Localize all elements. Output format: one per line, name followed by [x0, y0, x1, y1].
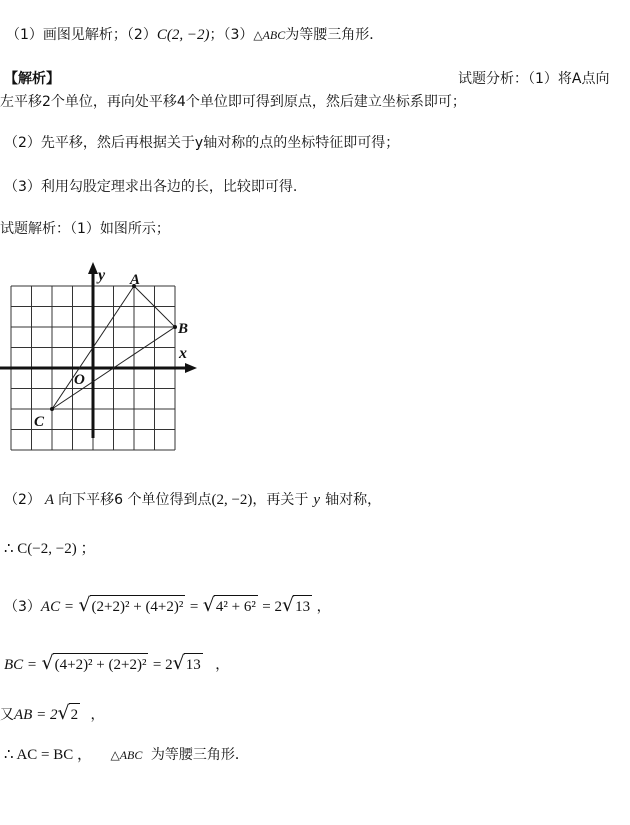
vertex-c [50, 407, 54, 411]
analysis-step2: （2）先平移，然后再根据关于y轴对称的点的坐标特征即可得； [4, 135, 400, 151]
bc-radicand: (4+2)² + (2+2)² [53, 653, 149, 676]
ab-lhs: AB = 2 [14, 707, 58, 723]
label-x: x [179, 345, 187, 362]
ab-end: ， [90, 707, 105, 723]
ac-radicand: (2+2)² + (4+2)² [90, 595, 186, 618]
sqrt-icon: √ [202, 594, 215, 616]
analysis-step3: （3）利用勾股定理求出各边的长，比较即可得. [4, 179, 298, 195]
ac-end: ， [316, 599, 331, 615]
conclusion [4, 746, 249, 764]
analysis-line2: 左平移2个单位，再向处平移4个单位即可得到原点，然后建立坐标系即可； [0, 94, 466, 110]
axes [0, 262, 197, 438]
answer-part4: 为等腰三角形． [285, 27, 384, 43]
step2-point: (2, −2) [211, 492, 253, 508]
answer-part3: ；（3） [209, 27, 254, 43]
vertex-b [173, 325, 177, 329]
label-y: y [98, 267, 106, 284]
label-c: C [34, 414, 45, 430]
ac-lhs: AC = [40, 599, 74, 615]
analysis-intro: 试题分析：（1）将A点向 [458, 71, 610, 87]
step2-e: ，再关于 [252, 492, 309, 508]
coordinate-figure [0, 262, 210, 472]
c-result: ∴ C(−2, −2) ； [4, 541, 96, 557]
ab-equation [0, 702, 105, 726]
bc-result: = 2 [152, 657, 173, 673]
conclusion-c: 为等腰三角形． [150, 747, 249, 763]
label-o: O [74, 372, 85, 388]
bc-equation [4, 652, 229, 676]
solution-step2 [4, 491, 381, 509]
bc-end: ， [215, 657, 230, 673]
ac-eq: = [189, 599, 199, 615]
step2-point-a: A [44, 492, 55, 508]
step2-c: 向下平移6 个单位得到点 [58, 492, 212, 508]
sqrt-icon: √ [57, 702, 70, 724]
step2-g: 轴对称， [325, 492, 382, 508]
bc-lhs: BC = [4, 657, 38, 673]
step2-y: y [313, 492, 321, 508]
ac-equation [4, 594, 331, 618]
analysis-heading: 【解析】 [4, 71, 60, 87]
sqrt-icon: √ [282, 594, 295, 616]
bc-radicand3: 13 [184, 653, 203, 676]
solution-line1: 试题解析：（1）如图所示； [0, 221, 170, 237]
step2-a: （2） [4, 492, 41, 508]
ab-radicand: 2 [69, 703, 81, 726]
answer-triangle: △ABC [253, 28, 286, 42]
label-b: B [178, 321, 189, 337]
conclusion-a: ∴ AC = BC ， [4, 747, 93, 763]
ac-radicand2: 4² + 6² [214, 595, 258, 618]
ac-radicand3: 13 [293, 595, 312, 618]
sqrt-icon: √ [172, 652, 185, 674]
answer-c-point: C(2, −2) [156, 27, 210, 43]
conclusion-triangle: △ABC [110, 748, 143, 762]
sqrt-icon: √ [41, 652, 54, 674]
ac-label: （3） [4, 599, 41, 615]
x-axis-arrow-icon [185, 363, 197, 373]
sqrt-icon: √ [78, 594, 91, 616]
ab-pre: 又 [0, 707, 14, 723]
label-a: A [130, 272, 141, 288]
ac-result: = 2 [262, 599, 283, 615]
answer-line [6, 26, 383, 44]
y-axis-arrow-icon [88, 262, 98, 274]
answer-part1: （1）画图见解析；（2） [6, 27, 157, 43]
